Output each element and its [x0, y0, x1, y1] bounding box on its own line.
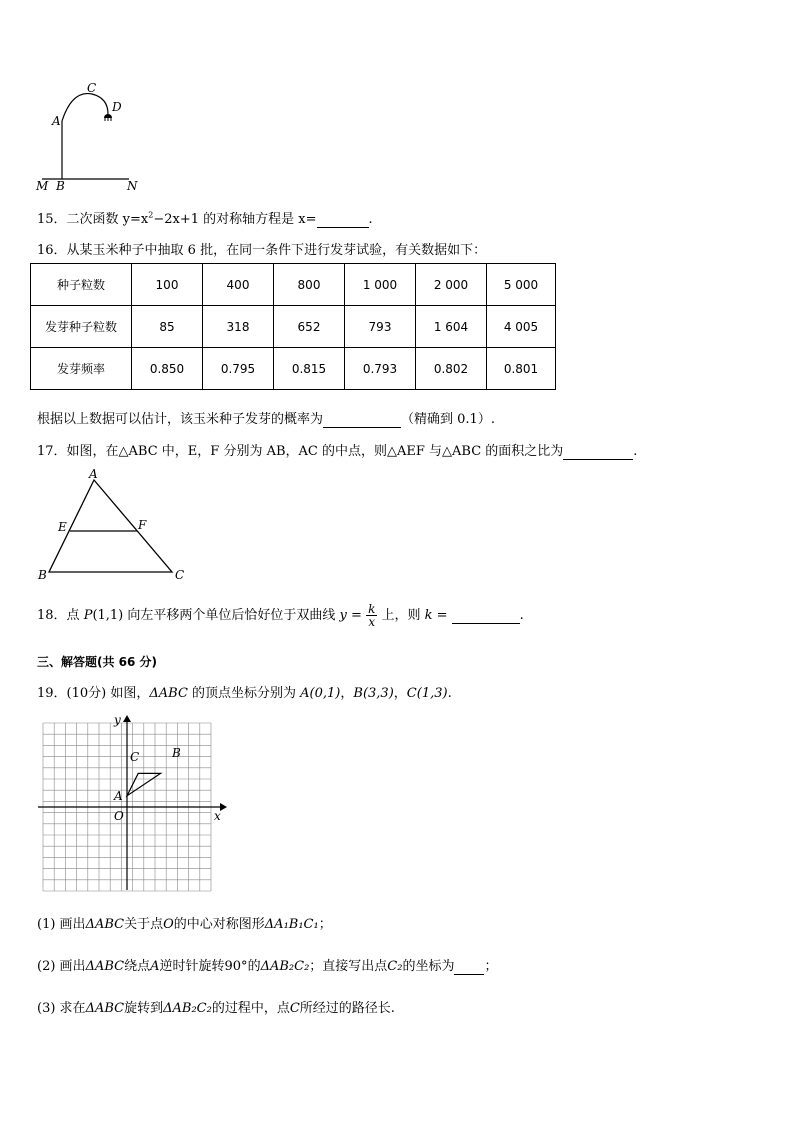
label-c: C: [87, 81, 97, 95]
label-b: B: [172, 746, 181, 760]
question-18: 18．点 P(1,1) 向左平移两个单位后恰好位于双曲线 y = $\frac{k}{x}$ 上，则 k = .: [37, 602, 524, 629]
table-row: [31, 306, 556, 348]
label-b: B: [56, 179, 65, 193]
label-a: A: [89, 468, 98, 481]
sprinkler-d-icon: [104, 114, 112, 118]
label-y: y: [114, 714, 121, 727]
question-19-part-1: (1) 画出ΔABC关于点O的中心对称图形ΔA₁B₁C₁；: [37, 917, 332, 932]
label-c: C: [175, 568, 185, 582]
table-cell: 100: [132, 264, 203, 306]
y-axis-arrow-icon: [123, 715, 131, 722]
question-19: 19．(10分) 如图，ΔABC 的顶点坐标分别为 A(0,1)，B(3,3)，C(1,3).: [37, 686, 452, 701]
coordinate-grid: [34, 714, 230, 894]
label-n: N: [127, 179, 138, 193]
section-title: 三、解答题(共 66 分): [37, 655, 158, 669]
label-d: D: [112, 100, 122, 114]
label-b: B: [38, 568, 47, 582]
table-cell: 5 000: [487, 264, 556, 306]
table-cell: 1 604: [416, 306, 487, 348]
question-16-intro: 16．从某玉米种子中抽取 6 批，在同一条件下进行发芽试验，有关数据如下：: [37, 243, 487, 258]
question-19-part-3: (3) 求在ΔABC旋转到ΔAB₂C₂的过程中，点C所经过的路径长.: [37, 1001, 395, 1016]
label-m: M: [36, 179, 49, 193]
label-o: O: [114, 809, 124, 823]
table-cell: 652: [274, 306, 345, 348]
label-c: C: [130, 750, 140, 764]
row-header: 发芽频率: [31, 348, 132, 390]
question-15: 15．二次函数 $y=x^2-2x+1$ 的对称轴方程是 x= .: [37, 210, 373, 227]
table-cell: 400: [203, 264, 274, 306]
figure-arc-mbn: [30, 80, 150, 195]
table-cell: 0.793: [345, 348, 416, 390]
answer-blank-16[interactable]: [323, 412, 401, 428]
answer-blank-15[interactable]: [317, 212, 369, 228]
question-16-conclusion: 根据以上数据可以估计，该玉米种子发芽的概率为 （精确到 0.1）.: [37, 412, 495, 427]
table-cell: 0.850: [132, 348, 203, 390]
table-row: [31, 264, 556, 306]
row-header: 种子粒数: [31, 264, 132, 306]
x-axis-arrow-icon: [220, 803, 227, 811]
table-cell: 1 000: [345, 264, 416, 306]
triangle-abc: [49, 480, 172, 572]
question-19-part-2: (2) 画出ΔABC绕点A逆时针旋转90°的ΔAB₂C₂；直接写出点C₂的坐标为 ；: [37, 959, 498, 974]
table-cell: 793: [345, 306, 416, 348]
question-17: 17．如图，在△ABC 中，E，F 分别为 AB，AC 的中点，则△AEF 与△ABC 的面积之比为 .: [37, 444, 638, 459]
row-header: 发芽种子粒数: [31, 306, 132, 348]
germination-table: [30, 263, 556, 390]
label-e: E: [58, 520, 67, 534]
figure-triangle-abc: [34, 468, 194, 586]
arc-acd: [62, 94, 108, 121]
table-row: [31, 348, 556, 390]
label-f: F: [138, 518, 147, 532]
answer-blank-19-2[interactable]: [454, 959, 484, 975]
table-cell: 318: [203, 306, 274, 348]
table-cell: 85: [132, 306, 203, 348]
label-a: A: [52, 114, 61, 128]
table-cell: 800: [274, 264, 345, 306]
label-a: A: [114, 789, 123, 803]
table-cell: 0.801: [487, 348, 556, 390]
answer-blank-18[interactable]: [452, 608, 520, 624]
answer-blank-17[interactable]: [563, 444, 633, 460]
table-cell: 0.815: [274, 348, 345, 390]
fraction-k-over-x: $\frac{k}{x}$: [368, 602, 376, 629]
table-cell: 0.795: [203, 348, 274, 390]
table-cell: 0.802: [416, 348, 487, 390]
label-x: x: [214, 809, 221, 823]
table-cell: 4 005: [487, 306, 556, 348]
table-cell: 2 000: [416, 264, 487, 306]
